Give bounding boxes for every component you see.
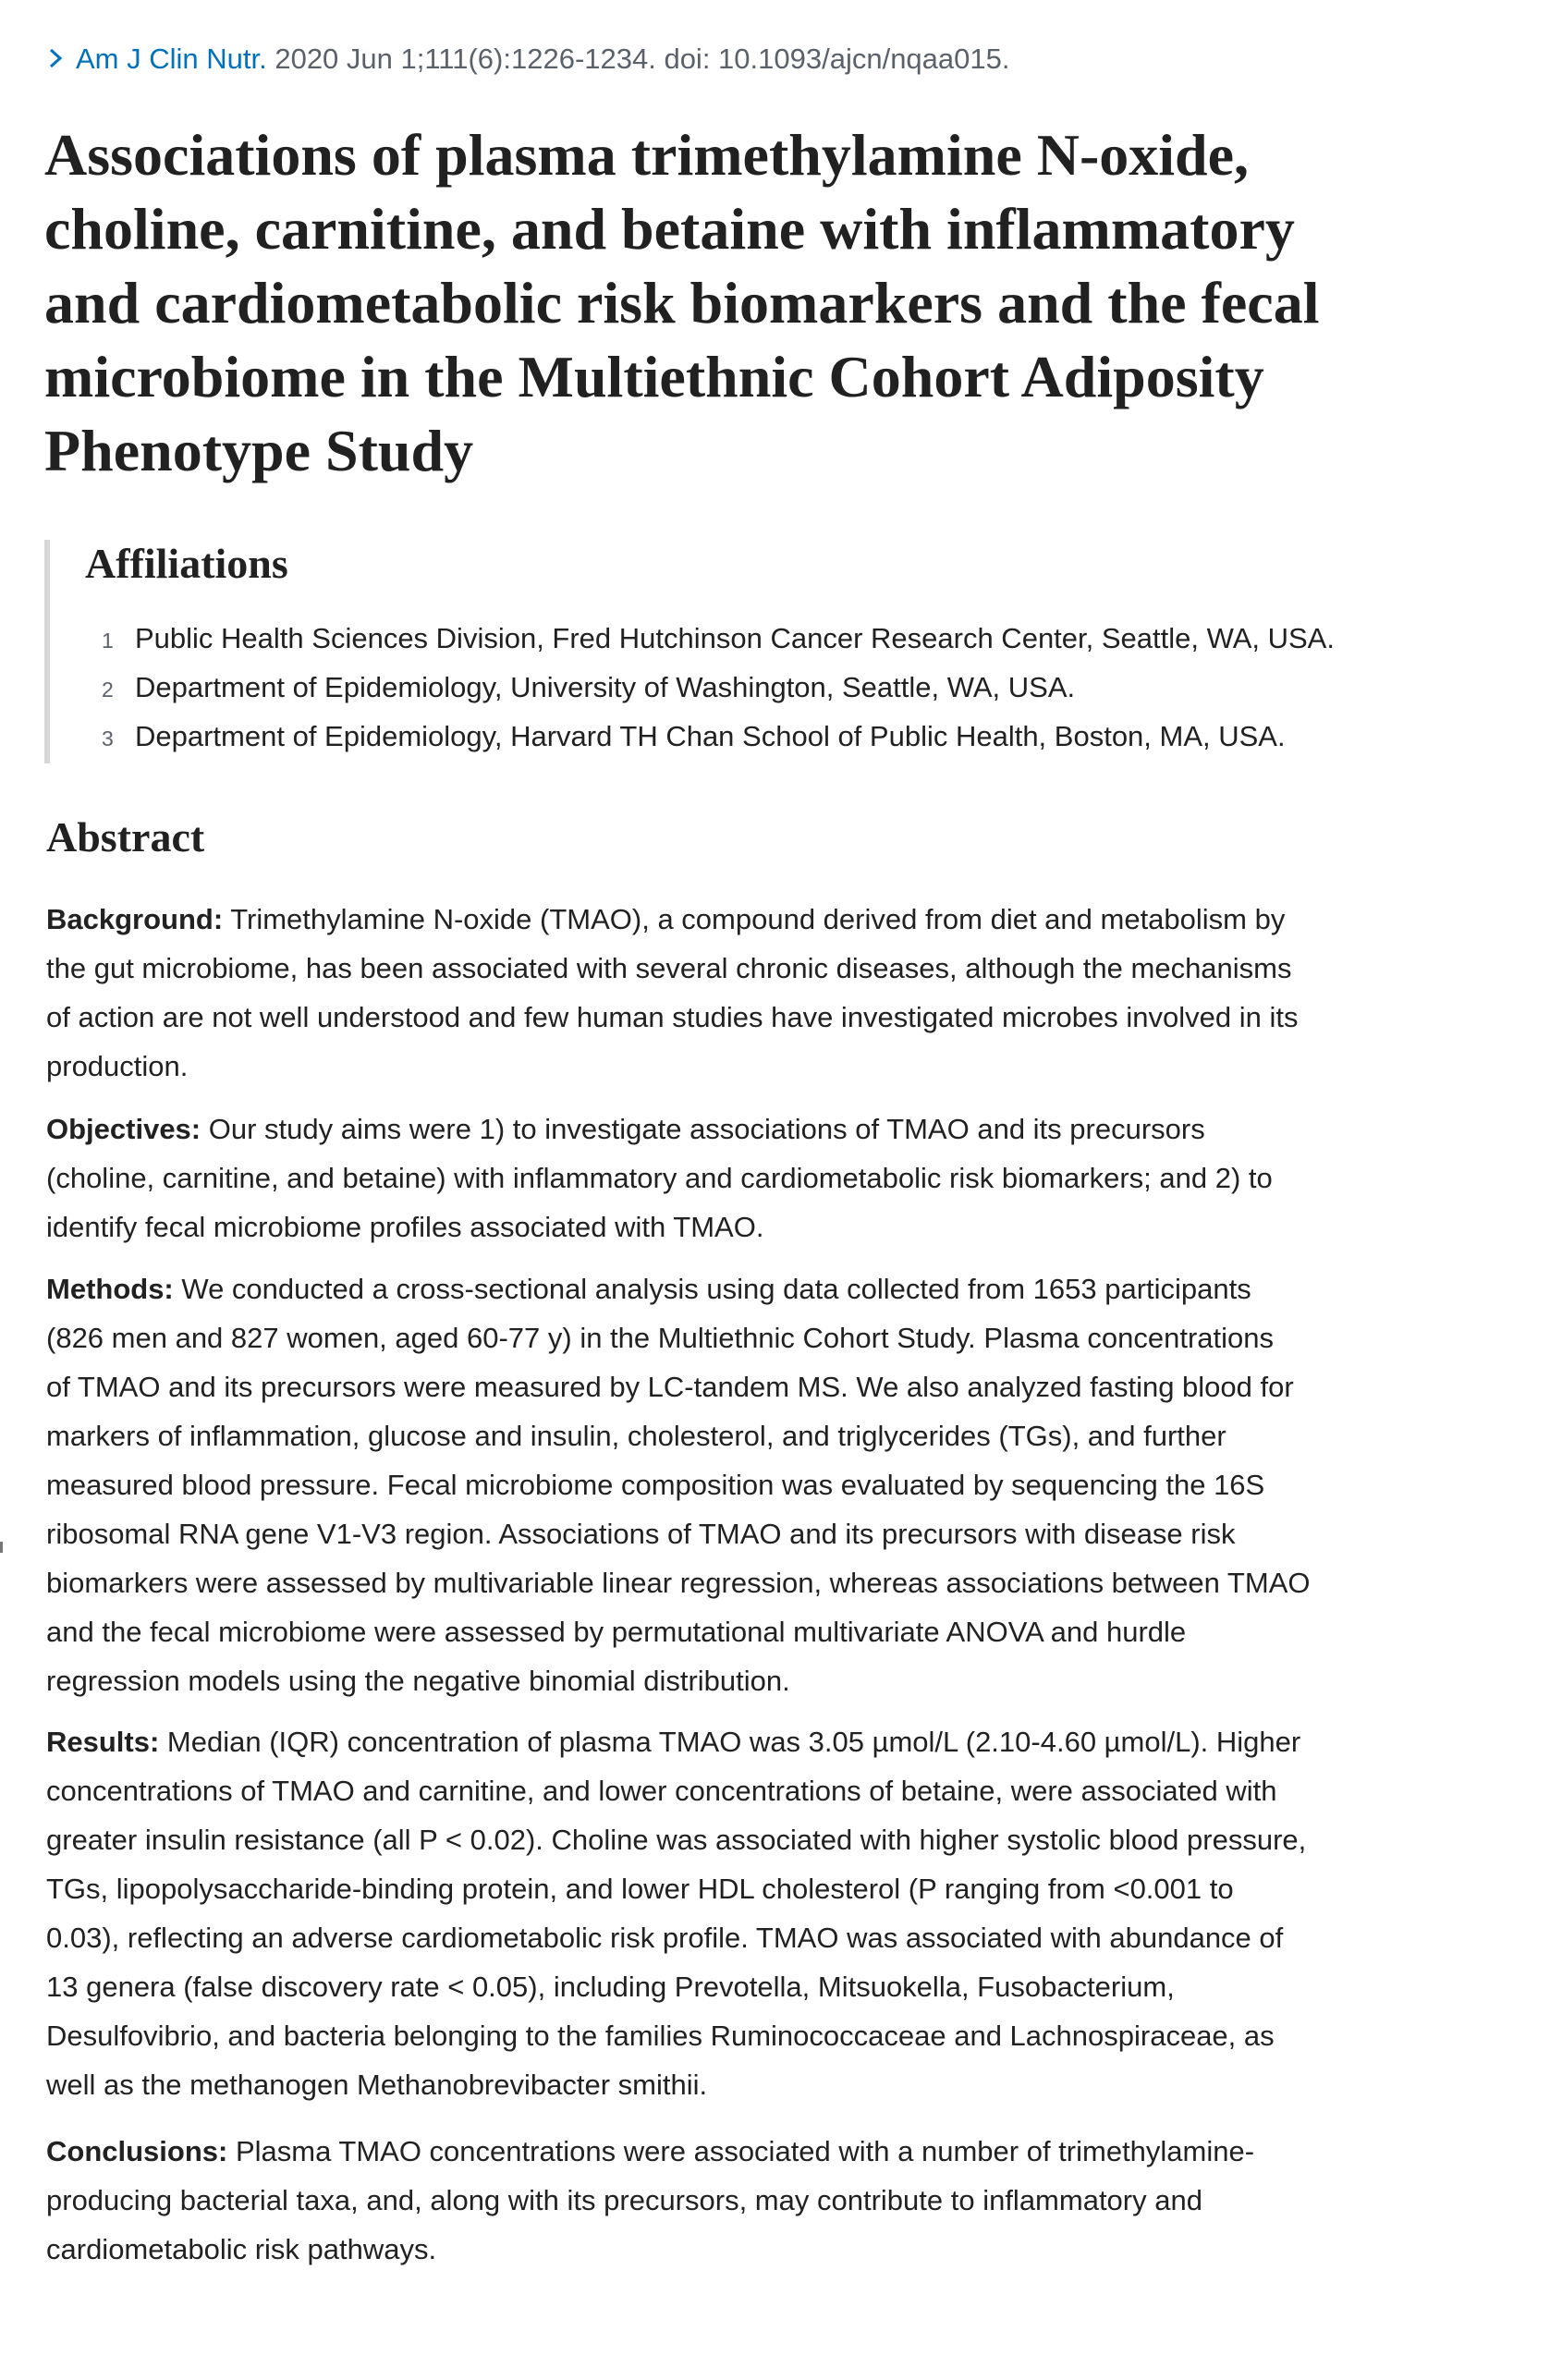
section-label: Background: [46, 903, 224, 935]
title-line: microbiome in the Multiethnic Cohort Adiposity [44, 344, 1264, 409]
text-line: Plasma TMAO concentrations were associated with a number of trimethylamine- [227, 2135, 1255, 2167]
chevron-right-icon[interactable] [46, 44, 67, 72]
text-line: concentrations of TMAO and carnitine, and lower concentrations of betaine, were associated with [46, 1775, 1277, 1807]
article-title [44, 118, 1523, 488]
affiliation-number: 2 [102, 677, 114, 702]
text-line: biomarkers were assessed by multivariable linear regression, whereas associations between TMAO [46, 1567, 1311, 1599]
abstract-methods [46, 1264, 1525, 1705]
text-line: identify fecal microbiome profiles associated with TMAO. [46, 1211, 764, 1243]
section-label: Methods: [46, 1273, 174, 1305]
citation-details: 2020 Jun 1;111(6):1226-1234. doi: 10.1093/ajcn/nqaa015. [266, 43, 1010, 75]
title-line: and cardiometabolic risk biomarkers and the fecal [44, 270, 1320, 336]
text-line: 13 genera (false discovery rate < 0.05), including Prevotella, Mitsuokella, Fusobacterium, [46, 1971, 1175, 2003]
affiliations-heading: Affiliations [85, 540, 288, 587]
section-label: Conclusions: [46, 2135, 228, 2167]
affiliation-number: 3 [102, 726, 114, 751]
text-line: greater insulin resistance (all P < 0.02). Choline was associated with higher systolic blood pressure, [46, 1824, 1307, 1856]
page-edge-mark [0, 1542, 3, 1553]
text-line: producing bacterial taxa, and, along with its precursors, may contribute to inflammatory and [46, 2184, 1202, 2216]
abstract-heading: Abstract [46, 813, 205, 860]
text-line: ribosomal RNA gene V1-V3 region. Associations of TMAO and its precursors with disease risk [46, 1518, 1236, 1550]
text-line: well as the methanogen Methanobrevibacter smithii. [46, 2069, 708, 2101]
text-line: cardiometabolic risk pathways. [46, 2233, 437, 2265]
text-line: of action are not well understood and few human studies have investigated microbes involved in its [46, 1001, 1299, 1033]
text-line: Our study aims were 1) to investigate associations of TMAO and its precursors [201, 1113, 1205, 1145]
text-line: (choline, carnitine, and betaine) with inflammatory and cardiometabolic risk biomarkers; and 2) to [46, 1162, 1273, 1194]
text-line: markers of inflammation, glucose and insulin, cholesterol, and triglycerides (TGs), and further [46, 1420, 1226, 1452]
text-line: We conducted a cross-sectional analysis using data collected from 1653 participants [173, 1273, 1251, 1305]
text-line: Median (IQR) concentration of plasma TMAO was 3.05 µmol/L (2.10-4.60 µmol/L). Higher [159, 1726, 1301, 1758]
affiliation-item [102, 614, 1335, 663]
text-line: Trimethylamine N-oxide (TMAO), a compound derived from diet and metabolism by [223, 903, 1286, 935]
abstract-objectives [46, 1105, 1525, 1251]
affiliations-list [102, 614, 1335, 761]
affiliation-item [102, 663, 1335, 712]
affiliation-text: Department of Epidemiology, University of Washington, Seattle, WA, USA. [135, 671, 1076, 703]
text-line: of TMAO and its precursors were measured by LC-tandem MS. We also analyzed fasting blood for [46, 1371, 1294, 1403]
text-line: regression models using the negative binomial distribution. [46, 1665, 790, 1697]
affiliation-text: Public Health Sciences Division, Fred Hutchinson Cancer Research Center, Seattle, WA, USA. [135, 622, 1335, 654]
section-label: Objectives: [46, 1113, 201, 1145]
section-label: Results: [46, 1726, 160, 1758]
title-line: choline, carnitine, and betaine with inflammatory [44, 196, 1295, 262]
text-line: (826 men and 827 women, aged 60-77 y) in the Multiethnic Cohort Study. Plasma concentrations [46, 1322, 1275, 1354]
affiliations-section [44, 540, 1529, 763]
affiliation-text: Department of Epidemiology, Harvard TH Chan School of Public Health, Boston, MA, USA. [135, 720, 1286, 752]
text-line: 0.03), reflecting an adverse cardiometabolic risk profile. TMAO was associated with abundance of [46, 1922, 1284, 1954]
journal-link[interactable]: Am J Clin Nutr. [76, 43, 267, 75]
text-line: the gut microbiome, has been associated with several chronic diseases, although the mechanisms [46, 952, 1292, 984]
text-line: Desulfovibrio, and bacteria belonging to the families Ruminococcaceae and Lachnospiraceae, as [46, 2020, 1275, 2052]
title-line: Phenotype Study [44, 418, 474, 483]
text-line: and the fecal microbiome were assessed by permutational multivariate ANOVA and hurdle [46, 1616, 1187, 1648]
citation-line [46, 41, 1010, 78]
abstract-results [46, 1717, 1525, 2109]
title-line: Associations of plasma trimethylamine N-oxide, [44, 122, 1250, 188]
affiliation-item [102, 712, 1335, 761]
affiliation-number: 1 [102, 629, 114, 653]
abstract-background [46, 895, 1525, 1091]
text-line: measured blood pressure. Fecal microbiome composition was evaluated by sequencing the 16S [46, 1469, 1265, 1501]
text-line: production. [46, 1050, 189, 1082]
abstract-conclusions [46, 2127, 1525, 2274]
text-line: TGs, lipopolysaccharide-binding protein, and lower HDL cholesterol (P ranging from <0.001 to [46, 1873, 1234, 1905]
